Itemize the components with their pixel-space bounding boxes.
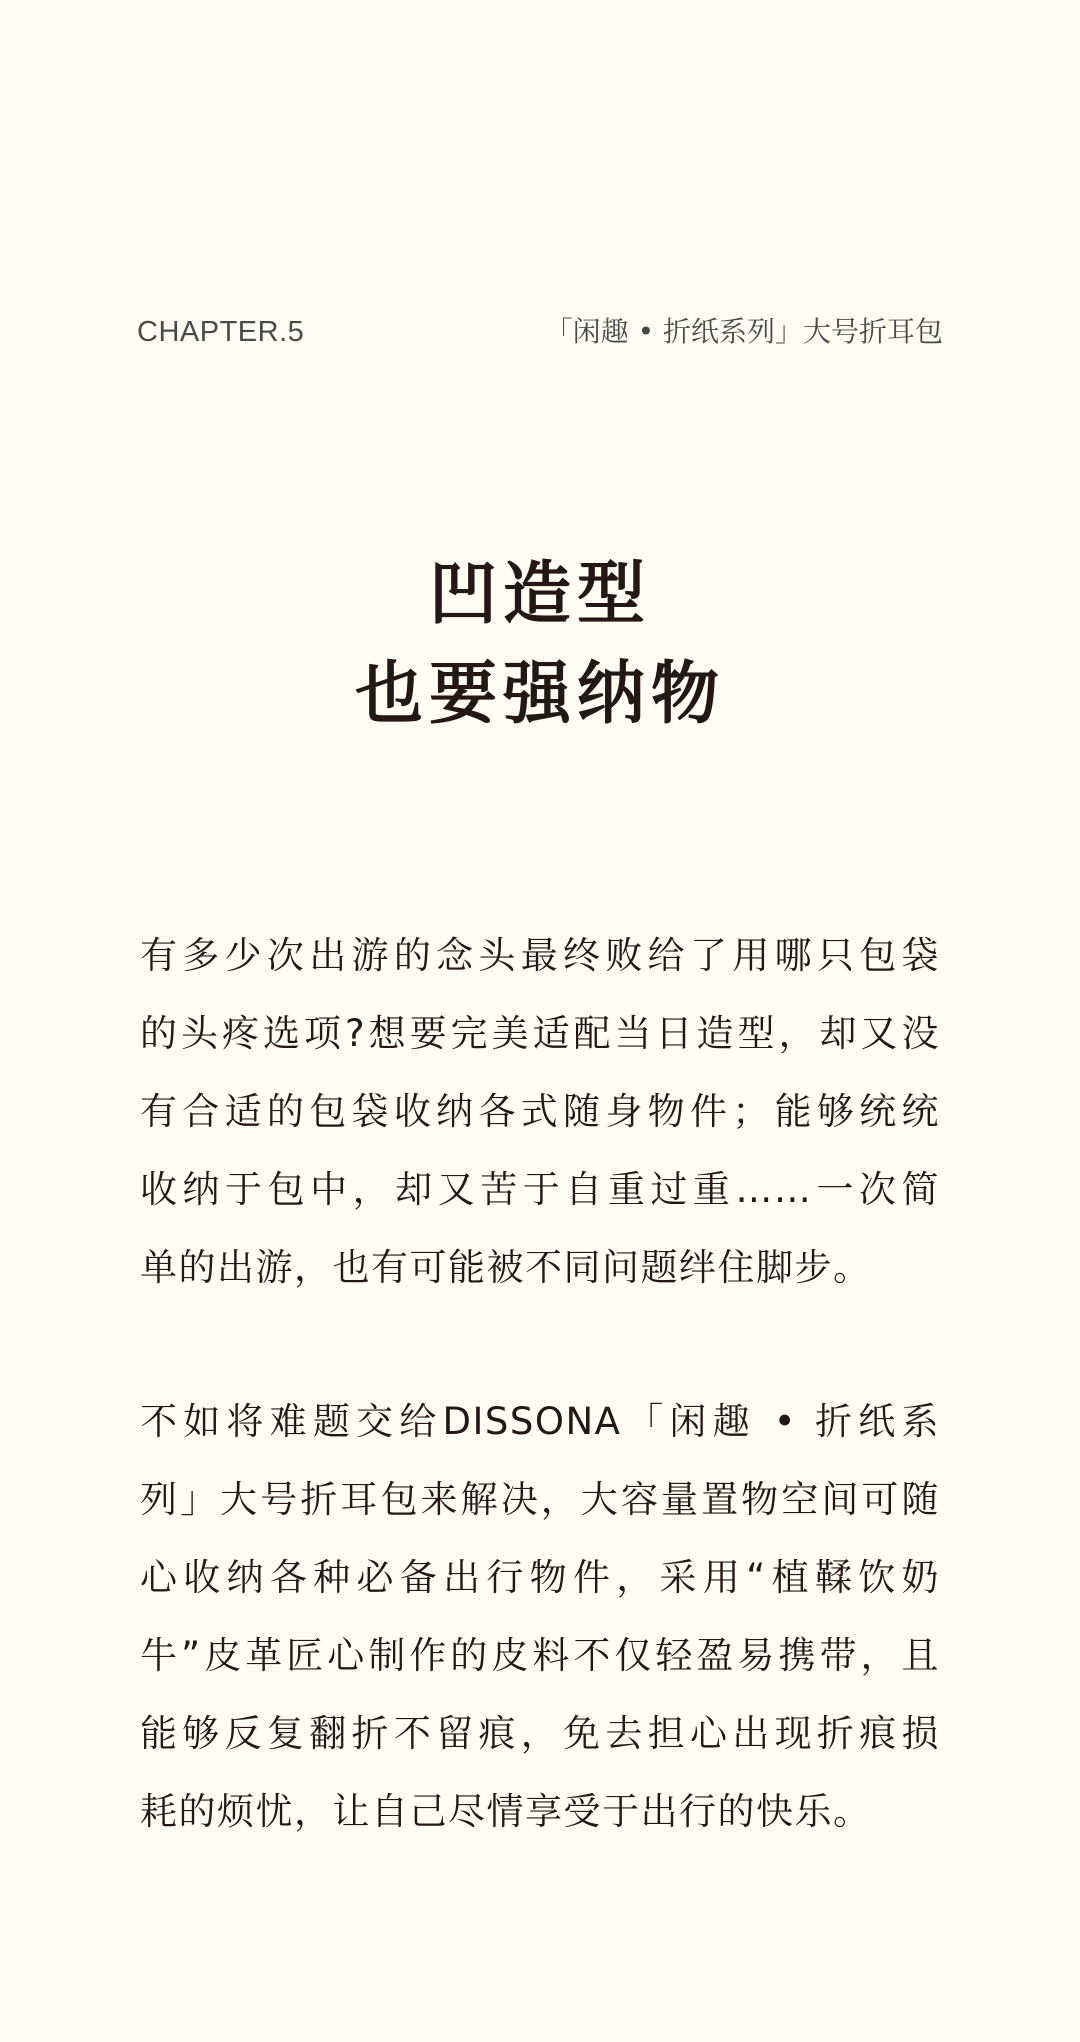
title-line-2: 也要强纳物: [354, 655, 725, 734]
chapter-label: CHAPTER.5: [137, 316, 305, 348]
paragraph-line: 心收纳各种必备出行物件，采用“植鞣饮奶: [140, 1556, 940, 1599]
paragraph-line: 不如将难题交给DISSONA「闲趣 • 折纸系: [140, 1400, 940, 1443]
paragraph-line: 有合适的包袋收纳各式随身物件；能够统统: [140, 1090, 940, 1133]
series-title: 「闲趣 • 折纸系列」大号折耳包: [544, 315, 943, 348]
page-title: [0, 545, 1080, 745]
body-paragraph-1: [140, 917, 940, 1307]
paragraph-line: 的头疼选项?想要完美适配当日造型，却又没: [140, 1012, 940, 1055]
paragraph-line: 能够反复翻折不留痕，免去担心出现折痕损: [140, 1712, 940, 1755]
paragraph-line: 列」大号折耳包来解决，大容量置物空间可随: [140, 1478, 940, 1521]
paragraph-line: 收纳于包中，却又苦于自重过重……一次简: [140, 1168, 940, 1211]
paragraph-line: 单的出游，也有可能被不同问题绊住脚步。: [140, 1246, 872, 1289]
body-paragraph-2: [140, 1383, 940, 1851]
paragraph-line: 牛”皮革匠心制作的皮料不仅轻盈易携带，且: [140, 1634, 940, 1677]
paragraph-line: 耗的烦忧，让自己尽情享受于出行的快乐。: [140, 1790, 872, 1833]
paragraph-line: 有多少次出游的念头最终败给了用哪只包袋: [140, 934, 940, 977]
title-line-1: 凹造型: [428, 555, 651, 634]
page-header: [137, 310, 943, 354]
